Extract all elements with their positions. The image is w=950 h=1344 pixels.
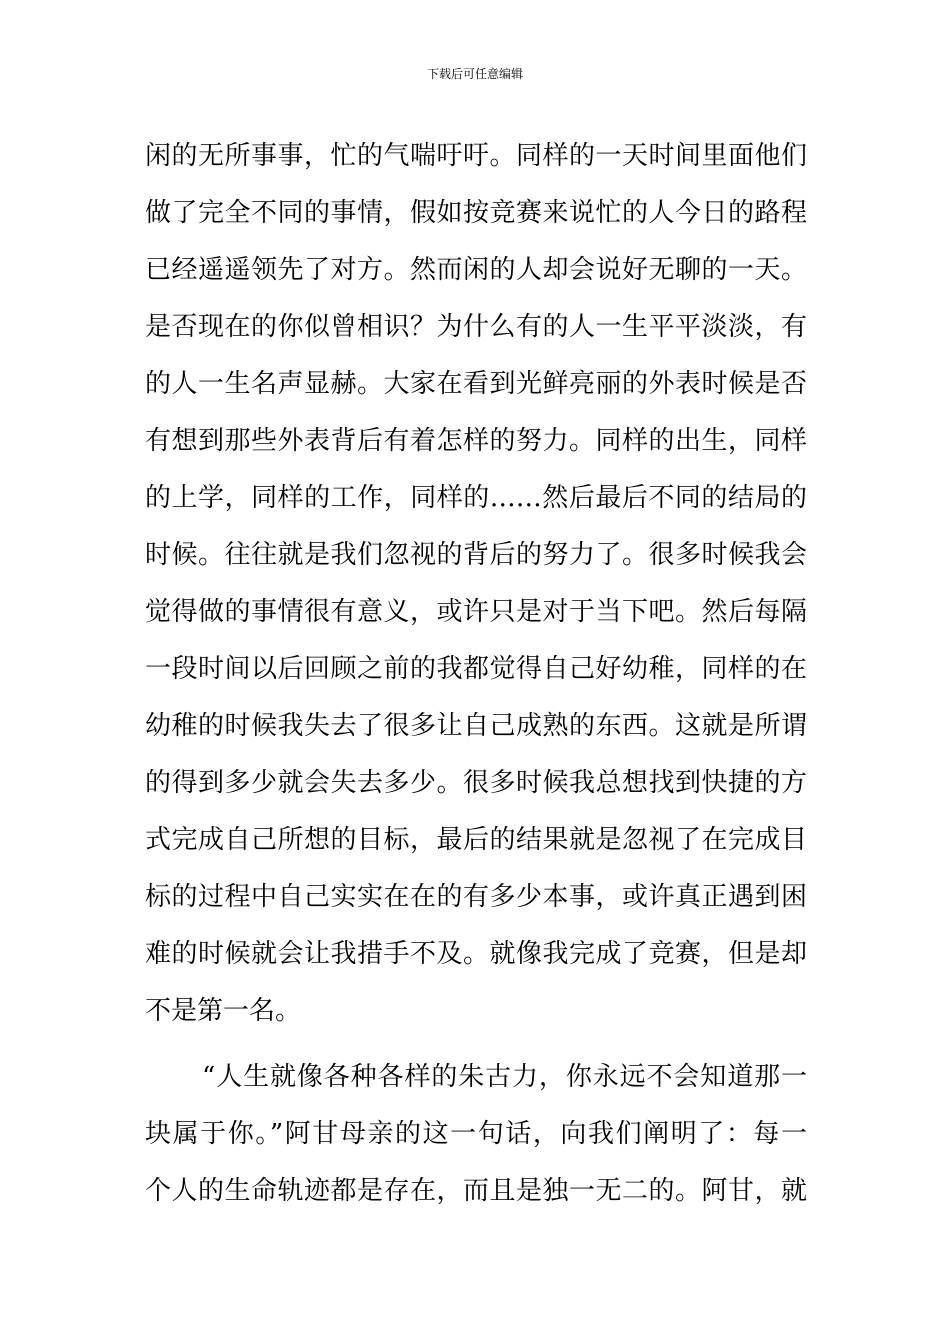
text-line: 是否现在的你似曾相识？为什么有的人一生平平淡淡，有 <box>145 312 807 342</box>
text-line: 觉得做的事情很有意义，或许只是对于当下吧。然后每隔 <box>145 597 807 627</box>
text-line: 已经遥遥领先了对方。然而闲的人却会说好无聊的一天。 <box>145 255 807 285</box>
paragraph <box>145 128 807 1040</box>
text-line: 一段时间以后回顾之前的我都觉得自己好幼稚，同样的在 <box>145 654 807 684</box>
paragraph-spacing <box>145 1040 807 1049</box>
text-line: 个人的生命轨迹都是存在，而且是独一无二的。阿甘，就 <box>145 1176 807 1206</box>
text-line: 的得到多少就会失去多少。很多时候我总想找到快捷的方 <box>145 768 807 798</box>
text-line: 有想到那些外表背后有着怎样的努力。同样的出生，同样 <box>145 426 807 456</box>
document-body <box>145 128 807 1220</box>
text-line: 标的过程中自己实实在在的有多少本事，或许真正遇到困 <box>145 882 807 912</box>
text-line: 式完成自己所想的目标，最后的结果就是忽视了在完成目 <box>145 825 807 855</box>
text-line: 闲的无所事事，忙的气喘吁吁。同样的一天时间里面他们 <box>145 141 807 171</box>
text-line: 难的时候就会让我措手不及。就像我完成了竞赛，但是却 <box>145 939 807 969</box>
text-line: 的人一生名声显赫。大家在看到光鲜亮丽的外表时候是否 <box>145 369 807 399</box>
text-line: 的上学，同样的工作，同样的……然后最后不同的结局的 <box>145 483 807 513</box>
text-line: 幼稚的时候我失去了很多让自己成熟的东西。这就是所谓 <box>145 711 807 741</box>
text-line: 做了完全不同的事情，假如按竞赛来说忙的人今日的路程 <box>145 198 807 228</box>
text-line: “人生就像各种各样的朱古力，你永远不会知道那一 <box>202 1062 807 1092</box>
paragraph <box>145 1049 807 1220</box>
text-line: 不是第一名。 <box>145 996 302 1026</box>
text-line: 块属于你。”阿甘母亲的这一句话，向我们阐明了：每一 <box>145 1119 807 1149</box>
text-line: 时候。往往就是我们忽视的背后的努力了。很多时候我会 <box>145 540 807 570</box>
page-header: 下载后可任意编辑 <box>426 67 523 81</box>
